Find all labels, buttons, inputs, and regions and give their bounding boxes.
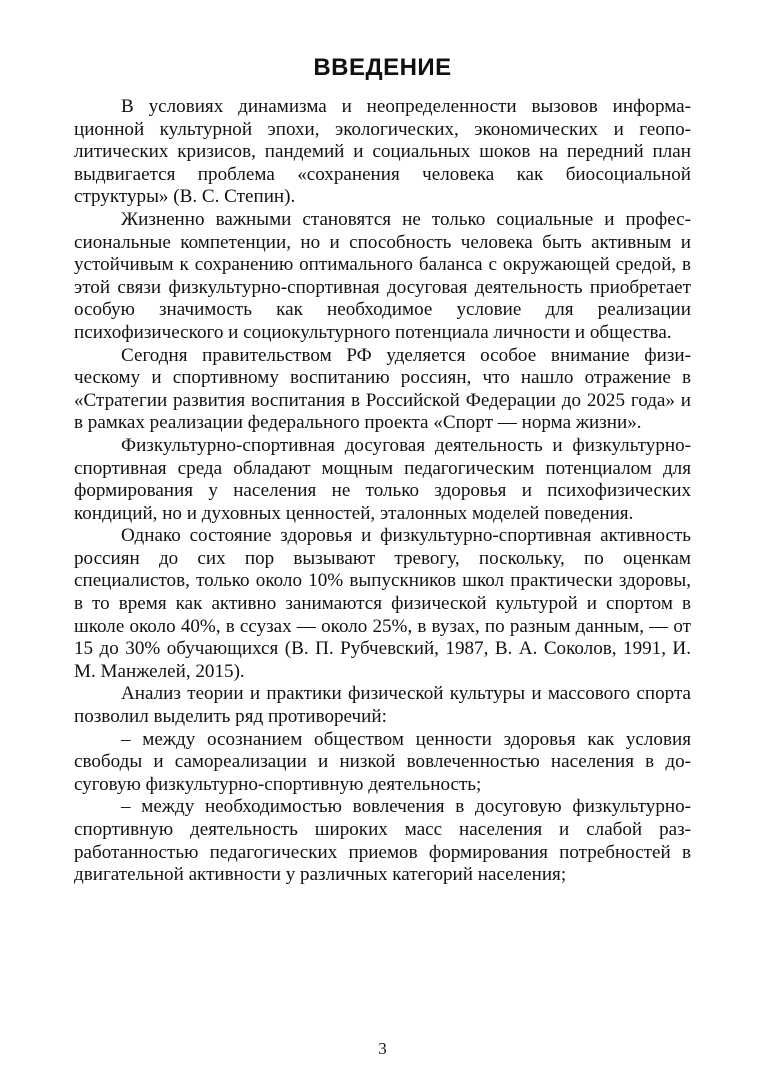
- list-item-2: – между необходимостью вовлечения в досуговую физкультурно-спортивную деятельность широких масс населения и слабой разработанностью педагогических приемов формирования потребностей в двигательной активности у различных категорий населения;: [74, 796, 691, 886]
- paragraph-4: Физкультурно-спортивная досуговая деятельность и физкультурно-спортивная среда обладают мощным педагогическим потенциалом для формирования у населения не только здоровья и психофизических кондиций, но и духовных ценностей, эталонных моделей поведения.: [74, 434, 691, 524]
- paragraph-5: Однако состояние здоровья и физкультурно-спортивная активность россиян до сих пор вызывают тревогу, поскольку, по оценкам специалистов, только около 10% выпускников школ практически здоровы, в то время как активно занимаются физической культурой и спортом в школе около 40%, в ссузах — около 25%, в вузах, по разным данным, — от 15 до 30% обучающихся (В. П. Рубчевский, 1987, В. А. Соколов, 1991, И. М. Манжелей, 2015).: [74, 525, 691, 682]
- paragraph-1: В условиях динамизма и неопределенности вызовов информационной культурной эпохи, экологических, экономических и геополитических кризисов, пандемий и социальных шоков на передний план выдвигается проблема «сохранения человека как биосоциальной структуры» (В. С. Степин).: [74, 96, 691, 208]
- paragraph-2: Жизненно важными становятся не только социальные и профессиональные компетенции, но и способность человека быть активным и устойчивым к сохранению оптимального баланса с окружающей средой, в этой связи физкультурно-спортивная досуговая деятельность приобретает особую значимость как необходимое условие для реализации психофизического и социокультурного потенциала личности и общества.: [74, 208, 691, 343]
- body-text: [74, 96, 691, 887]
- page-number: 3: [378, 1039, 387, 1058]
- paragraph-3: Сегодня правительством РФ уделяется особое внимание физическому и спортивному воспитанию россиян, что нашло отражение в «Стратегии развития воспитания в Российской Федерации до 2025 года» и в рамках реализации федерального проекта «Спорт — норма жизни».: [74, 344, 691, 434]
- document-page: [74, 0, 691, 1079]
- paragraph-6: Анализ теории и практики физической культуры и массового спорта позволил выделить ряд противоречий:: [74, 683, 691, 728]
- page-title: ВВЕДЕНИЕ: [313, 54, 452, 81]
- list-item-1: – между осознанием обществом ценности здоровья как условия свободы и самореализации и низкой вовлеченностью населения в досуговую физкультурно-спортивную деятельность;: [74, 728, 691, 795]
